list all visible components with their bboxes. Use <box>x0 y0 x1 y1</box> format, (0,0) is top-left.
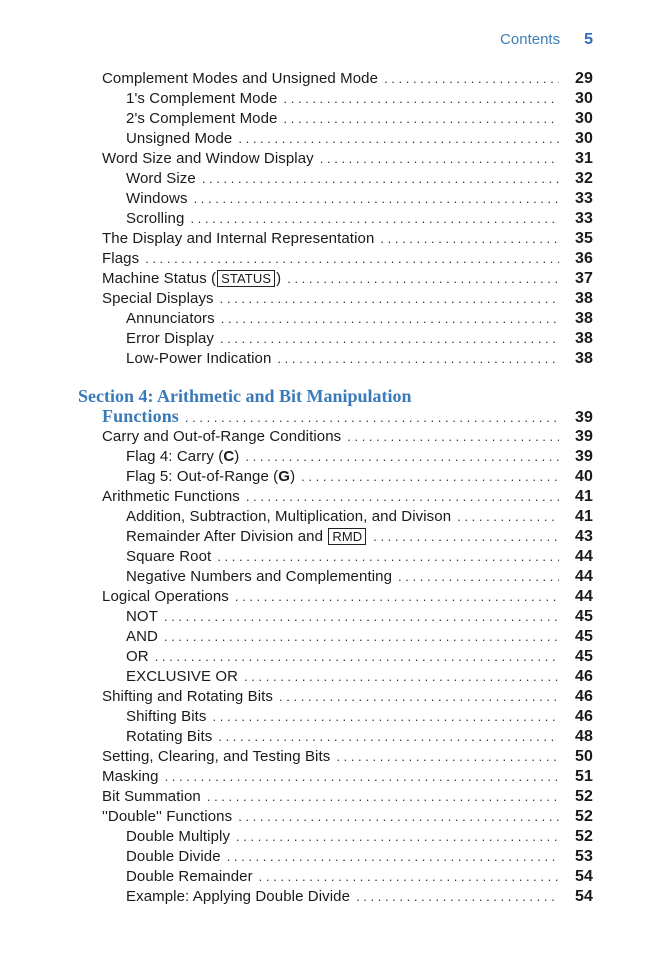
toc-page: 31 <box>575 150 593 167</box>
toc-label: Example: Applying Double Divide <box>126 888 351 905</box>
toc-entry[interactable] <box>0 688 666 708</box>
toc-page: 54 <box>575 888 593 905</box>
header-page-number: 5 <box>584 31 593 48</box>
label-text: C <box>223 448 235 465</box>
toc-label: NOT <box>126 608 158 625</box>
toc-label: Word Size and Window Display <box>102 150 314 167</box>
toc-entry[interactable] <box>0 468 666 488</box>
toc-label: Windows <box>126 190 188 207</box>
toc-label: OR <box>126 648 149 665</box>
toc-page: 29 <box>575 70 593 87</box>
leader-dots <box>373 529 559 544</box>
toc-page: 46 <box>575 688 593 705</box>
toc-page: 33 <box>575 210 593 227</box>
leader-dots <box>217 549 559 564</box>
toc-label: Annunciators <box>126 310 215 327</box>
toc-page: 44 <box>575 548 593 565</box>
toc-label: The Display and Internal Representation <box>102 230 375 247</box>
toc-label: Negative Numbers and Complementing <box>126 568 393 585</box>
label-text: ) <box>276 270 282 287</box>
toc-page: 53 <box>575 848 593 865</box>
toc-entry[interactable] <box>0 808 666 828</box>
toc-page: 39 <box>575 448 593 465</box>
toc-label: Addition, Subtraction, Multiplication, and Divison <box>126 508 452 525</box>
leader-dots <box>145 251 559 266</box>
leader-dots <box>398 569 559 584</box>
toc-label: Shifting and Rotating Bits <box>102 688 274 705</box>
leader-dots <box>284 91 560 106</box>
toc-label: Setting, Clearing, and Testing Bits <box>102 748 331 765</box>
toc-label: Arithmetic Functions <box>102 488 240 505</box>
toc-page: 38 <box>575 330 593 347</box>
toc-page: 54 <box>575 868 593 885</box>
toc-entry[interactable] <box>0 250 666 270</box>
toc-label: Complement Modes and Unsigned Mode <box>102 70 379 87</box>
toc-label: Shifting Bits <box>126 708 207 725</box>
toc-entry[interactable] <box>0 488 666 508</box>
label-text: Flag 5: Out-of-Range ( <box>126 468 279 485</box>
leader-dots <box>259 869 559 884</box>
toc-page: 44 <box>575 588 593 605</box>
leader-dots <box>238 809 559 824</box>
toc-entry[interactable] <box>0 448 666 468</box>
toc-entry[interactable] <box>0 608 666 628</box>
toc-entry[interactable] <box>0 748 666 768</box>
toc-entry[interactable] <box>0 190 666 210</box>
toc-page: 52 <box>575 808 593 825</box>
toc-label: Square Root <box>126 548 212 565</box>
toc-page: 41 <box>575 488 593 505</box>
leader-dots <box>185 410 559 425</box>
label-text: ) <box>234 448 240 465</box>
toc-label: Double Divide <box>126 848 221 865</box>
label-text: Remainder After Division and <box>126 528 328 545</box>
leader-dots <box>245 449 559 464</box>
leader-dots <box>336 749 559 764</box>
toc-label: ''Double'' Functions <box>102 808 233 825</box>
toc-label: Double Multiply <box>126 828 231 845</box>
label-text: ) <box>290 468 296 485</box>
toc-page: 51 <box>575 768 593 785</box>
toc-page: 38 <box>575 350 593 367</box>
toc-entry[interactable] <box>0 868 666 888</box>
toc-page: 38 <box>575 310 593 327</box>
toc-entry[interactable] <box>0 350 666 370</box>
toc-entry[interactable] <box>0 648 666 668</box>
toc-page: 33 <box>575 190 593 207</box>
toc-page: 45 <box>575 608 593 625</box>
leader-dots <box>284 111 560 126</box>
status-key-icon: STATUS <box>217 270 275 287</box>
toc-page: 44 <box>575 568 593 585</box>
toc-entry[interactable] <box>0 508 666 528</box>
toc-entry[interactable] <box>0 848 666 868</box>
toc-label: AND <box>126 628 158 645</box>
toc-entry[interactable] <box>0 548 666 568</box>
toc-label <box>126 468 295 485</box>
toc-entry[interactable] <box>0 728 666 748</box>
toc-page: 39 <box>575 428 593 445</box>
label-text: Flag 4: Carry ( <box>126 448 224 465</box>
toc-page: 35 <box>575 230 593 247</box>
toc-label: Flags <box>102 250 140 267</box>
toc-entry[interactable] <box>0 628 666 648</box>
leader-dots <box>287 271 559 286</box>
toc-entry[interactable] <box>0 888 666 908</box>
toc-label <box>102 270 281 287</box>
toc-page: 30 <box>575 110 593 127</box>
toc-page: 41 <box>575 508 593 525</box>
toc-label: EXCLUSIVE OR <box>126 668 239 685</box>
toc-entry[interactable] <box>0 110 666 130</box>
page-header <box>500 31 593 49</box>
leader-dots <box>220 331 559 346</box>
toc-label: Bit Summation <box>102 788 201 805</box>
toc-entry[interactable] <box>0 828 666 848</box>
leader-dots <box>227 849 559 864</box>
toc-page: 50 <box>575 748 593 765</box>
leader-dots <box>236 829 559 844</box>
toc-page: 30 <box>575 130 593 147</box>
toc-page: 39 <box>575 409 593 426</box>
toc-entry[interactable] <box>0 290 666 310</box>
leader-dots <box>320 151 559 166</box>
toc-entry[interactable] <box>0 130 666 150</box>
leader-dots <box>194 191 559 206</box>
toc-page: 32 <box>575 170 593 187</box>
rmd-key-icon: RMD <box>328 528 366 545</box>
toc-label: Scrolling <box>126 210 185 227</box>
leader-dots <box>164 609 559 624</box>
leader-dots <box>244 669 559 684</box>
toc-label: Functions <box>102 406 179 426</box>
toc-entry[interactable] <box>0 428 666 448</box>
leader-dots <box>155 649 559 664</box>
toc-entry[interactable] <box>0 528 666 548</box>
toc-page: 48 <box>575 728 593 745</box>
toc-page: 45 <box>575 628 593 645</box>
toc-label: Unsigned Mode <box>126 130 233 147</box>
toc-page: 36 <box>575 250 593 267</box>
toc-page: 37 <box>575 270 593 287</box>
toc-label: Special Displays <box>102 290 214 307</box>
toc-page: 45 <box>575 648 593 665</box>
toc-entry[interactable] <box>0 150 666 170</box>
leader-dots <box>220 291 559 306</box>
toc-entry-section[interactable] <box>0 406 666 426</box>
leader-dots <box>246 489 559 504</box>
toc-entry[interactable] <box>0 270 666 290</box>
toc-label <box>126 528 367 545</box>
leader-dots <box>457 509 559 524</box>
toc-page: 52 <box>575 828 593 845</box>
leader-dots <box>235 589 559 604</box>
toc-label: Logical Operations <box>102 588 229 605</box>
leader-dots <box>356 889 559 904</box>
toc-entry[interactable] <box>0 588 666 608</box>
toc-label: Low-Power Indication <box>126 350 272 367</box>
leader-dots <box>347 429 559 444</box>
leader-dots <box>218 729 559 744</box>
leader-dots <box>238 131 559 146</box>
leader-dots <box>279 689 559 704</box>
leader-dots <box>221 311 559 326</box>
toc-page: 43 <box>575 528 593 545</box>
header-title: Contents <box>500 31 561 48</box>
toc-entry[interactable] <box>0 210 666 230</box>
toc-page: 46 <box>575 708 593 725</box>
leader-dots <box>380 231 559 246</box>
toc-label: Error Display <box>126 330 214 347</box>
leader-dots <box>277 351 559 366</box>
toc-label <box>126 448 239 465</box>
toc-page: 30 <box>575 90 593 107</box>
toc-label: Rotating Bits <box>126 728 213 745</box>
leader-dots <box>165 769 559 784</box>
toc-page: 40 <box>575 468 593 485</box>
section-heading: Section 4: Arithmetic and Bit Manipulation <box>78 386 412 406</box>
toc-entry[interactable] <box>0 230 666 250</box>
toc-label: 2's Complement Mode <box>126 110 278 127</box>
toc-entry[interactable] <box>0 788 666 808</box>
leader-dots <box>202 171 559 186</box>
label-text: G <box>278 468 291 485</box>
toc-entry[interactable] <box>0 568 666 588</box>
leader-dots <box>164 629 559 644</box>
leader-dots <box>190 211 559 226</box>
label-text: Machine Status ( <box>102 270 217 287</box>
leader-dots <box>301 469 559 484</box>
leader-dots <box>207 789 559 804</box>
toc-entry[interactable] <box>0 668 666 688</box>
toc-page: 46 <box>575 668 593 685</box>
toc-entry[interactable] <box>0 330 666 350</box>
toc-label: Double Remainder <box>126 868 253 885</box>
toc-label: 1's Complement Mode <box>126 90 278 107</box>
toc-entry[interactable] <box>0 90 666 110</box>
toc-entry[interactable] <box>0 768 666 788</box>
leader-dots <box>384 71 559 86</box>
toc-label: Masking <box>102 768 159 785</box>
leader-dots <box>213 709 559 724</box>
toc-entry[interactable] <box>0 310 666 330</box>
toc-label: Carry and Out-of-Range Conditions <box>102 428 342 445</box>
toc-page: 38 <box>575 290 593 307</box>
toc-label: Word Size <box>126 170 196 187</box>
toc-entry[interactable] <box>0 70 666 90</box>
toc-entry[interactable] <box>0 708 666 728</box>
toc-page: 52 <box>575 788 593 805</box>
toc-entry[interactable] <box>0 170 666 190</box>
